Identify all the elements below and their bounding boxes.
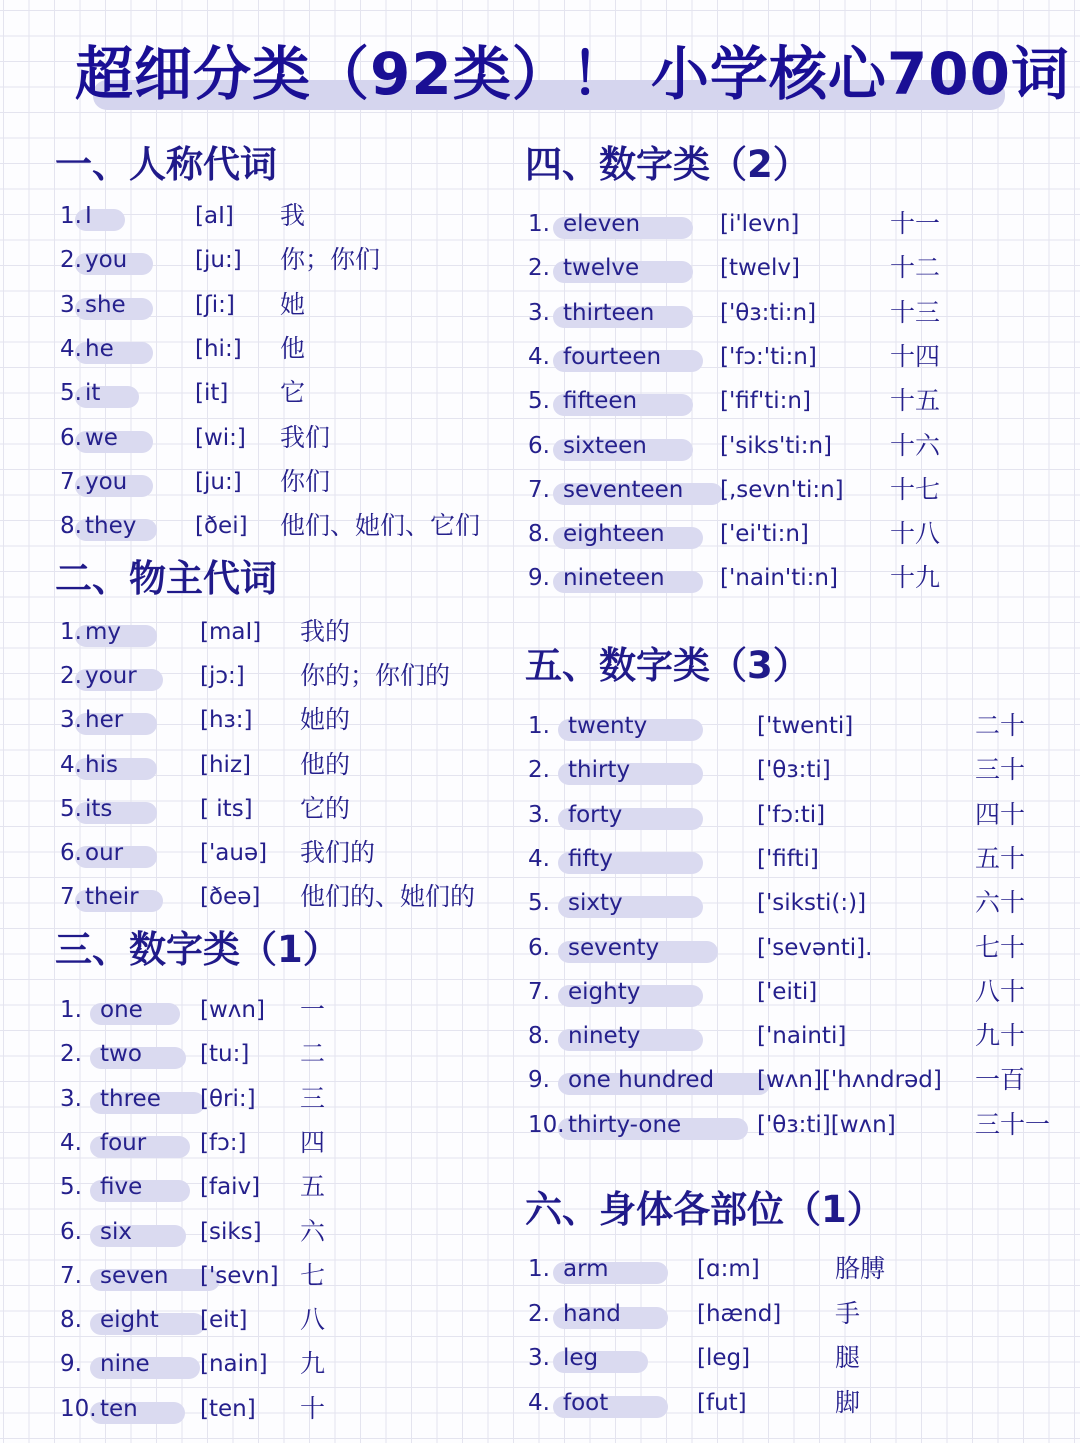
vocab-row — [55, 748, 515, 788]
chinese-meaning: 十二 — [890, 253, 941, 283]
chinese-meaning: 十九 — [890, 563, 941, 593]
english-word: you — [85, 247, 128, 274]
vocab-row — [525, 473, 985, 513]
item-number: 1. — [528, 713, 550, 739]
vocab-row — [55, 1347, 415, 1387]
section-possessive-pronouns — [55, 557, 515, 912]
phonetic: ['fɔ:'ti:n] — [720, 343, 817, 370]
vocab-row — [55, 615, 515, 655]
item-number: 3. — [60, 707, 82, 734]
item-number: 4. — [60, 751, 82, 778]
section-title: 六、身体各部位（1） — [525, 1188, 884, 1231]
phonetic: [,sevn'ti:n] — [720, 476, 844, 503]
english-word: five — [100, 1174, 143, 1201]
phonetic: [tu:] — [200, 1041, 250, 1068]
phonetic: [leg] — [697, 1345, 751, 1371]
vocab-row — [525, 931, 1080, 971]
english-word: two — [100, 1041, 142, 1068]
phonetic: ['sevənti]. — [757, 934, 873, 961]
vocab-row — [525, 207, 985, 247]
phonetic: [ju:] — [195, 468, 242, 495]
chinese-meaning: 八十 — [975, 976, 1026, 1006]
vocab-row — [525, 1108, 1080, 1148]
chinese-meaning: 十四 — [890, 341, 941, 371]
chinese-meaning: 十一 — [890, 209, 941, 238]
chinese-meaning: 十 — [300, 1393, 326, 1423]
english-word: three — [100, 1085, 161, 1112]
chinese-meaning: 他 — [280, 333, 306, 363]
phonetic: ['θɜ:ti] — [757, 757, 831, 784]
phonetic: [it] — [195, 380, 229, 407]
section-title: 三、数字类（1） — [55, 928, 340, 971]
section-title: 四、数字类（2） — [525, 143, 810, 186]
vocab-row — [525, 1252, 945, 1292]
chinese-meaning: 我的 — [300, 617, 351, 646]
vocab-row — [525, 340, 985, 380]
english-word: her — [85, 707, 124, 734]
english-word: his — [85, 751, 118, 778]
phonetic: [maI] — [200, 619, 262, 645]
vocab-row — [55, 465, 515, 505]
page-title-text: 超细分类（92类）！ 小学核心700词 — [75, 40, 1070, 108]
phonetic: [hi:] — [195, 335, 242, 362]
phonetic: [wi:] — [195, 424, 246, 451]
chinese-meaning: 我 — [280, 201, 306, 230]
section-personal-pronouns — [55, 143, 515, 541]
vocab-row — [525, 1063, 1080, 1103]
english-word: they — [85, 513, 137, 540]
chinese-meaning: 五 — [300, 1172, 326, 1202]
item-number: 7. — [528, 476, 550, 503]
chinese-meaning: 六十 — [975, 888, 1026, 918]
section-numbers-2 — [525, 143, 985, 593]
english-word: six — [100, 1218, 132, 1245]
chinese-meaning: 我们 — [280, 422, 331, 452]
vocab-row — [525, 561, 985, 601]
chinese-meaning: 一百 — [975, 1065, 1026, 1095]
vocab-row — [55, 332, 515, 372]
word-highlight — [75, 209, 125, 231]
item-number: 5. — [60, 1174, 82, 1201]
chinese-meaning: 十三 — [890, 297, 941, 327]
english-word: nine — [100, 1351, 150, 1378]
item-number: 9. — [528, 565, 550, 592]
english-word: fourteen — [563, 343, 662, 370]
phonetic: [wʌn]['hʌndrəd] — [757, 1067, 942, 1094]
english-word: twelve — [563, 255, 640, 282]
vocab-row — [55, 421, 515, 461]
english-word: eight — [100, 1307, 159, 1334]
english-word: ninety — [568, 1023, 641, 1050]
chinese-meaning: 你；你们 — [280, 245, 381, 275]
vocab-row — [55, 1392, 415, 1432]
chinese-meaning: 十五 — [890, 386, 941, 416]
chinese-meaning: 胳膊 — [835, 1254, 886, 1283]
english-word: nineteen — [563, 565, 665, 592]
item-number: 8. — [60, 1307, 82, 1334]
phonetic: [eit] — [200, 1307, 248, 1334]
english-word: foot — [563, 1389, 609, 1416]
chinese-meaning: 手 — [835, 1298, 861, 1328]
phonetic: ['siksti(:)] — [757, 890, 867, 917]
item-number: 7. — [60, 884, 82, 911]
english-word: thirty-one — [568, 1111, 682, 1138]
vocab-row — [55, 659, 515, 699]
english-word: thirty — [568, 757, 631, 784]
vocab-row — [525, 753, 1080, 793]
vocab-row — [55, 792, 515, 832]
item-number: 4. — [528, 845, 550, 872]
chinese-meaning: 二 — [300, 1039, 326, 1069]
chinese-meaning: 六 — [300, 1216, 326, 1246]
vocab-row — [525, 251, 985, 291]
vocab-row — [55, 376, 515, 416]
phonetic: [ðei] — [195, 513, 248, 540]
item-number: 4. — [60, 335, 82, 362]
english-word: sixty — [568, 890, 623, 917]
item-number: 7. — [60, 1262, 82, 1289]
english-word: one — [100, 997, 143, 1023]
phonetic: [hænd] — [697, 1300, 782, 1327]
english-word: he — [85, 335, 114, 362]
chinese-meaning: 她的 — [300, 705, 351, 735]
item-number: 2. — [60, 663, 82, 690]
english-word: seven — [100, 1262, 169, 1289]
vocab-row — [525, 709, 1080, 749]
page-title — [75, 38, 1070, 113]
chinese-meaning: 她 — [280, 289, 306, 319]
section-numbers-3 — [525, 644, 1080, 1139]
item-number: 1. — [60, 619, 82, 645]
chinese-meaning: 你的；你们的 — [300, 661, 451, 691]
phonetic: [ its] — [200, 795, 253, 822]
phonetic: [fɔ:] — [200, 1129, 247, 1156]
chinese-meaning: 七 — [300, 1260, 326, 1290]
vocab-row — [525, 517, 985, 557]
item-number: 4. — [60, 1129, 82, 1156]
english-word: eighteen — [563, 521, 665, 548]
chinese-meaning: 四十 — [975, 799, 1026, 829]
english-word: arm — [563, 1256, 609, 1282]
item-number: 1. — [528, 211, 550, 237]
vocab-row — [55, 993, 415, 1033]
english-word: seventeen — [563, 476, 684, 503]
phonetic: ['sevn] — [200, 1262, 279, 1289]
phonetic: [ɑ:m] — [697, 1256, 760, 1282]
vocab-row — [525, 886, 1080, 926]
item-number: 3. — [60, 291, 82, 318]
item-number: 2. — [528, 757, 550, 784]
english-word: fifty — [568, 845, 613, 872]
chinese-meaning: 九 — [300, 1349, 326, 1379]
vocab-row — [525, 1341, 945, 1381]
phonetic: [ten] — [200, 1395, 256, 1422]
phonetic: ['fifti] — [757, 845, 819, 872]
phonetic: [θri:] — [200, 1085, 256, 1112]
vocab-row — [55, 1215, 415, 1255]
item-number: 2. — [528, 255, 550, 282]
vocab-row — [55, 1170, 415, 1210]
english-word: four — [100, 1129, 147, 1156]
item-number: 1. — [60, 203, 82, 229]
english-word: my — [85, 619, 122, 645]
item-number: 8. — [60, 513, 82, 540]
chinese-meaning: 四 — [300, 1127, 326, 1157]
item-number: 2. — [528, 1300, 550, 1327]
chinese-meaning: 它的 — [300, 793, 351, 823]
item-number: 3. — [528, 1345, 550, 1371]
phonetic: [ju:] — [195, 247, 242, 274]
item-number: 5. — [528, 388, 550, 415]
chinese-meaning: 二十 — [975, 711, 1026, 740]
phonetic: [hɜ:] — [200, 707, 253, 734]
section-title: 五、数字类（3） — [525, 644, 810, 687]
vocab-row — [55, 243, 515, 283]
english-word: our — [85, 840, 124, 866]
phonetic: [ðeə] — [200, 884, 261, 911]
section-title: 一、人称代词 — [55, 143, 277, 186]
phonetic: [i'levn] — [720, 211, 800, 237]
chinese-meaning: 一 — [300, 995, 326, 1024]
english-word: thirteen — [563, 299, 655, 326]
phonetic: ['fɔ:ti] — [757, 801, 826, 828]
item-number: 3. — [528, 801, 550, 828]
vocab-row — [55, 836, 515, 876]
vocab-row — [55, 880, 515, 920]
phonetic: [nain] — [200, 1351, 268, 1378]
chinese-meaning: 他们的、她们的 — [300, 882, 476, 912]
english-word: eighty — [568, 978, 641, 1005]
chinese-meaning: 九十 — [975, 1021, 1026, 1051]
phonetic: ['ei'ti:n] — [720, 521, 809, 548]
english-word: one hundred — [568, 1067, 715, 1094]
chinese-meaning: 三十一 — [975, 1109, 1051, 1139]
item-number: 8. — [528, 521, 550, 548]
item-number: 2. — [60, 1041, 82, 1068]
phonetic: ['auə] — [200, 840, 268, 866]
chinese-meaning: 腿 — [835, 1343, 861, 1372]
section-title: 二、物主代词 — [55, 557, 277, 600]
phonetic: ['nainti] — [757, 1023, 847, 1050]
vocab-row — [525, 296, 985, 336]
english-word: I — [85, 203, 92, 229]
vocab-row — [525, 842, 1080, 882]
chinese-meaning: 七十 — [975, 932, 1026, 962]
phonetic: [ʃi:] — [195, 291, 235, 318]
chinese-meaning: 它 — [280, 378, 306, 408]
chinese-meaning: 三十 — [975, 755, 1026, 785]
phonetic: [jɔ:] — [200, 663, 245, 690]
vocab-row — [55, 703, 515, 743]
chinese-meaning: 你们 — [280, 466, 331, 496]
phonetic: ['fif'ti:n] — [720, 388, 811, 415]
english-word: you — [85, 468, 128, 495]
english-word: your — [85, 663, 137, 690]
item-number: 1. — [528, 1256, 550, 1282]
vocab-row — [55, 288, 515, 328]
english-word: sixteen — [563, 432, 647, 459]
vocab-row — [55, 509, 515, 549]
item-number: 9. — [60, 1351, 82, 1378]
item-number: 9. — [528, 1067, 550, 1094]
vocab-row — [525, 798, 1080, 838]
phonetic: ['nain'ti:n] — [720, 565, 838, 592]
phonetic: ['θɜ:ti:n] — [720, 299, 817, 326]
phonetic: [wʌn] — [200, 997, 265, 1023]
item-number: 2. — [60, 247, 82, 274]
english-word: twenty — [568, 713, 648, 739]
item-number: 4. — [528, 343, 550, 370]
chinese-meaning: 十八 — [890, 519, 941, 549]
phonetic: ['θɜ:ti][wʌn] — [757, 1111, 896, 1138]
item-number: 5. — [528, 890, 550, 917]
vocab-row — [525, 1386, 945, 1426]
phonetic: [faiv] — [200, 1174, 261, 1201]
phonetic: ['siks'ti:n] — [720, 432, 833, 459]
item-number: 10. — [60, 1395, 97, 1422]
vocab-row — [55, 1126, 415, 1166]
chinese-meaning: 五十 — [975, 843, 1026, 873]
chinese-meaning: 他们、她们、它们 — [280, 511, 481, 541]
section-numbers-1 — [55, 928, 415, 1423]
chinese-meaning: 他的 — [300, 749, 351, 779]
phonetic: [twelv] — [720, 255, 800, 282]
phonetic: [siks] — [200, 1218, 262, 1245]
item-number: 5. — [60, 795, 82, 822]
english-word: its — [85, 795, 113, 822]
vocab-row — [525, 384, 985, 424]
english-word: forty — [568, 801, 623, 828]
vocab-row — [525, 1297, 945, 1337]
vocab-row — [525, 1019, 1080, 1059]
item-number: 6. — [60, 1218, 82, 1245]
phonetic: [aI] — [195, 203, 234, 229]
item-number: 5. — [60, 380, 82, 407]
item-number: 6. — [528, 934, 550, 961]
item-number: 3. — [60, 1085, 82, 1112]
item-number: 7. — [60, 468, 82, 495]
chinese-meaning: 脚 — [835, 1387, 861, 1417]
english-word: seventy — [568, 934, 660, 961]
vocab-row — [55, 199, 515, 239]
section-body-parts-1 — [525, 1188, 945, 1417]
vocab-row — [55, 1037, 415, 1077]
english-word: leg — [563, 1345, 599, 1371]
item-number: 6. — [60, 424, 82, 451]
english-word: we — [85, 424, 118, 451]
item-number: 6. — [528, 432, 550, 459]
item-number: 7. — [528, 978, 550, 1005]
item-number: 6. — [60, 840, 82, 866]
chinese-meaning: 十七 — [890, 474, 941, 504]
vocab-row — [55, 1259, 415, 1299]
vocab-row — [525, 975, 1080, 1015]
chinese-meaning: 十六 — [890, 430, 941, 460]
phonetic: ['eiti] — [757, 978, 818, 1005]
vocab-row — [525, 429, 985, 469]
english-word: it — [85, 380, 101, 407]
item-number: 8. — [528, 1023, 550, 1050]
english-word: eleven — [563, 211, 641, 237]
english-word: she — [85, 291, 126, 318]
vocab-row — [55, 1082, 415, 1122]
vocab-row — [55, 1303, 415, 1343]
phonetic: ['twenti] — [757, 713, 854, 739]
english-word: fifteen — [563, 388, 638, 415]
english-word: hand — [563, 1300, 621, 1327]
chinese-meaning: 八 — [300, 1305, 326, 1335]
english-word: ten — [100, 1395, 138, 1422]
chinese-meaning: 我们的 — [300, 838, 376, 867]
chinese-meaning: 三 — [300, 1083, 326, 1113]
item-number: 3. — [528, 299, 550, 326]
phonetic: [hiz] — [200, 751, 251, 778]
item-number: 1. — [60, 997, 82, 1023]
phonetic: [fut] — [697, 1389, 747, 1416]
item-number: 4. — [528, 1389, 550, 1416]
item-number: 10. — [528, 1111, 565, 1138]
english-word: their — [85, 884, 139, 911]
